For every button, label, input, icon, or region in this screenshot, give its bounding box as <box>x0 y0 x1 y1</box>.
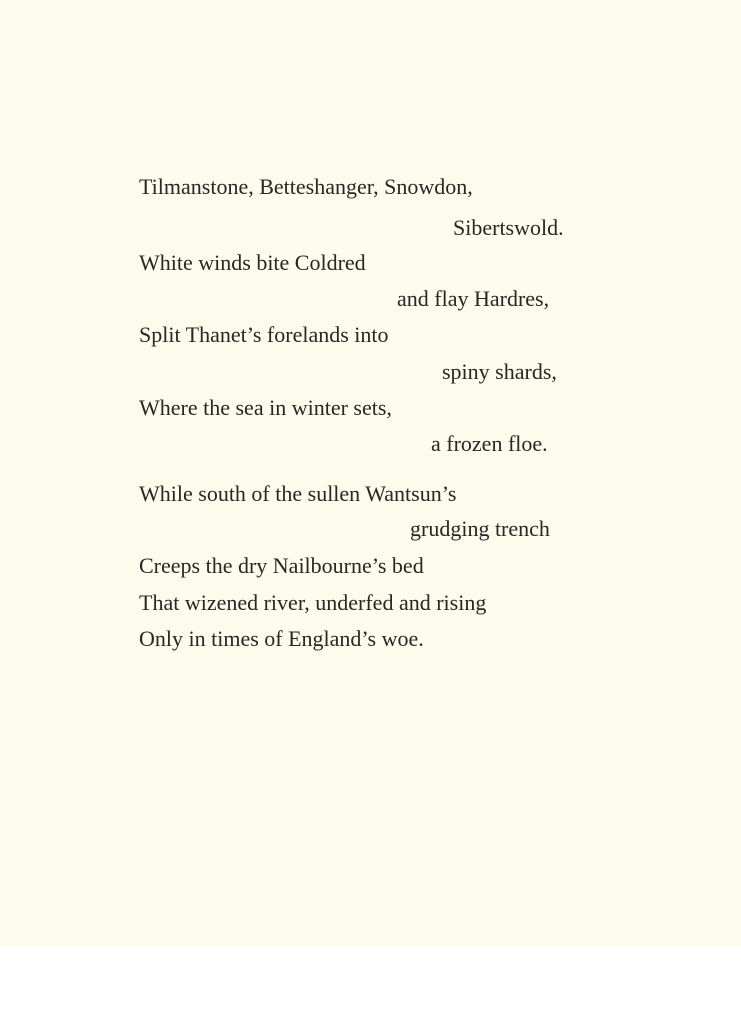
poem-line: Creeps the dry Nailbourne’s bed <box>139 553 424 578</box>
poem-line: Sibertswold. <box>453 215 564 240</box>
poem-line: and flay Hardres, <box>397 286 550 311</box>
poem-line: While south of the sullen Wantsun’s <box>139 481 457 506</box>
poem-line: Where the sea in winter sets, <box>139 395 392 420</box>
poem-line: Only in times of England’s woe. <box>139 626 424 651</box>
poem-line: grudging trench <box>410 516 550 541</box>
poem-line: spiny shards, <box>442 359 557 384</box>
poem-line: a frozen floe. <box>431 431 548 456</box>
poem-line: White winds bite Coldred <box>139 250 366 275</box>
poem-line: That wizened river, underfed and rising <box>139 590 487 615</box>
poem-line: Tilmanstone, Betteshanger, Snowdon, <box>139 174 473 199</box>
poem-line: Split Thanet’s forelands into <box>139 322 389 347</box>
